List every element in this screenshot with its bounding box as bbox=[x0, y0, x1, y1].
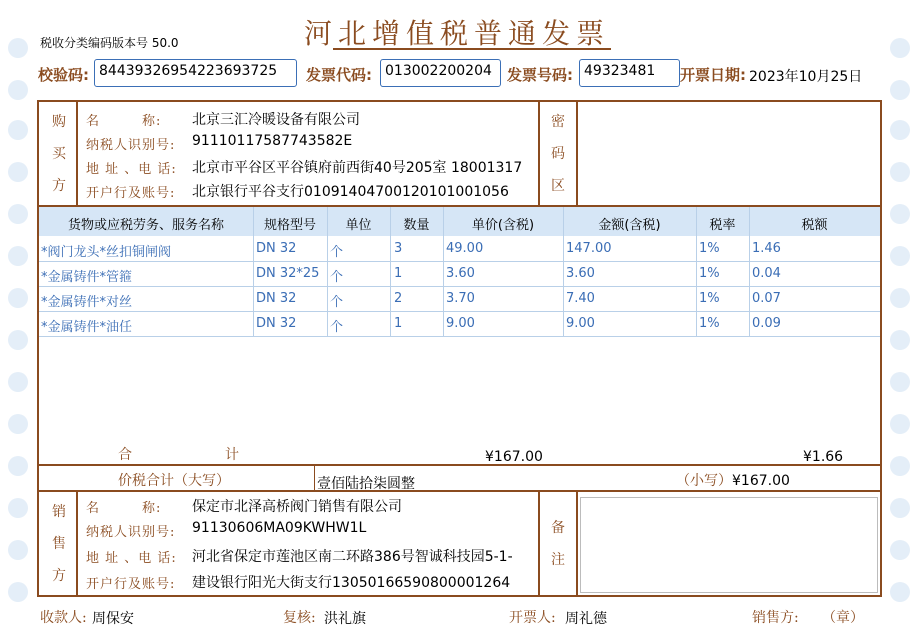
total-tax: ¥1.66 bbox=[803, 449, 844, 465]
seller-side-label: 销 售 方 bbox=[52, 504, 66, 584]
punch-hole bbox=[8, 162, 28, 182]
seller-address-label: 地 址 、电 话: bbox=[86, 551, 177, 566]
item-qty: 1 bbox=[394, 316, 403, 331]
punch-hole bbox=[8, 540, 28, 560]
seller-bank: 建设银行阳光大街支行13050166590800001264 bbox=[192, 575, 511, 591]
price-tax-total-uppercase: 壹佰陆拾柒圆整 bbox=[317, 476, 415, 492]
col-header-rate: 税率 bbox=[709, 218, 736, 233]
total-amount: ¥167.00 bbox=[485, 449, 543, 465]
invoice-number-label: 发票号码: bbox=[507, 66, 573, 84]
col-header-price: 单价(含税) bbox=[471, 218, 535, 233]
divider bbox=[538, 100, 540, 206]
col-header-tax: 税额 bbox=[801, 218, 828, 233]
item-price: 9.00 bbox=[446, 316, 475, 331]
item-tax: 0.09 bbox=[752, 316, 781, 331]
punch-hole bbox=[890, 246, 910, 266]
invoice-code-label: 发票代码: bbox=[306, 66, 372, 84]
issue-date: 2023年10月25日 bbox=[749, 69, 863, 85]
punch-hole bbox=[890, 120, 910, 140]
seller-bank-label: 开户行及账号: bbox=[86, 577, 176, 592]
buyer-bank-label: 开户行及账号: bbox=[86, 186, 176, 201]
item-spec: DN 32*25 bbox=[256, 266, 320, 281]
col-header-spec: 规格型号 bbox=[263, 218, 316, 233]
item-name: *金属铸件*对丝 bbox=[41, 295, 133, 310]
seller-tax-id-label: 纳税人识别号: bbox=[86, 525, 176, 540]
item-price: 3.60 bbox=[446, 266, 475, 281]
item-rate: 1% bbox=[699, 316, 720, 331]
item-unit: 个 bbox=[330, 295, 344, 310]
punch-hole bbox=[8, 498, 28, 518]
item-name: *阀门龙头*丝扣铜闸阀 bbox=[41, 245, 172, 260]
item-rate: 1% bbox=[699, 266, 720, 281]
remarks-field[interactable] bbox=[580, 497, 878, 593]
item-amount: 3.60 bbox=[566, 266, 595, 281]
price-tax-total-label: 价税合计（大写） bbox=[118, 473, 230, 489]
total-label-right: 计 bbox=[225, 447, 239, 463]
punch-hole bbox=[8, 80, 28, 100]
item-rate: 1% bbox=[699, 241, 720, 256]
item-spec: DN 32 bbox=[256, 316, 297, 331]
payee: 周保安 bbox=[92, 611, 134, 627]
punch-hole bbox=[8, 120, 28, 140]
punch-hole bbox=[8, 288, 28, 308]
remarks-label: 备 注 bbox=[551, 520, 565, 568]
check-code-label: 校验码: bbox=[38, 66, 89, 84]
issue-date-label: 开票日期: bbox=[680, 66, 746, 84]
divider bbox=[538, 490, 540, 597]
seller-name-label: 名 称: bbox=[86, 501, 162, 516]
divider bbox=[576, 490, 578, 597]
item-name: *金属铸件*管箍 bbox=[41, 270, 133, 285]
punch-hole bbox=[890, 582, 910, 602]
item-amount: 147.00 bbox=[566, 241, 612, 256]
divider bbox=[314, 464, 315, 491]
item-unit: 个 bbox=[330, 270, 344, 285]
invoice-title: 河北增值税普通发票 bbox=[303, 17, 610, 50]
punch-hole bbox=[890, 80, 910, 100]
password-area-label: 密 码 区 bbox=[551, 114, 565, 194]
divider bbox=[37, 490, 882, 492]
buyer-name-label: 名 称: bbox=[86, 114, 162, 129]
buyer-tax-id-label: 纳税人识别号: bbox=[86, 138, 176, 153]
col-header-amount: 金额(含税) bbox=[598, 218, 661, 233]
punch-hole bbox=[890, 330, 910, 350]
col-header-unit: 单位 bbox=[345, 218, 372, 233]
col-header-name: 货物或应税劳务、服务名称 bbox=[67, 218, 224, 233]
item-price: 3.70 bbox=[446, 291, 475, 306]
version-line: 税收分类编码版本号 50.0 bbox=[40, 36, 179, 50]
item-qty: 1 bbox=[394, 266, 403, 281]
item-tax: 1.46 bbox=[752, 241, 781, 256]
item-spec: DN 32 bbox=[256, 291, 297, 306]
buyer-side-label: 购 买 方 bbox=[52, 114, 66, 194]
seller-address: 河北省保定市莲池区南二环路386号智诚科技园5-1- bbox=[192, 549, 513, 565]
reviewer-label: 复核: bbox=[283, 610, 316, 626]
punch-hole bbox=[8, 246, 28, 266]
item-unit: 个 bbox=[330, 245, 344, 260]
punch-hole bbox=[8, 204, 28, 224]
buyer-bank: 北京银行平谷支行01091404700120101001056 bbox=[192, 184, 509, 200]
punch-hole bbox=[890, 456, 910, 476]
seal-placeholder: （章） bbox=[822, 610, 864, 626]
item-amount: 7.40 bbox=[566, 291, 595, 306]
total-label-left: 合 bbox=[118, 447, 132, 463]
punch-hole bbox=[890, 204, 910, 224]
punch-hole bbox=[8, 456, 28, 476]
divider bbox=[576, 100, 578, 206]
item-qty: 3 bbox=[394, 241, 403, 256]
buyer-address: 北京市平谷区平谷镇府前西街40号205室 18001317 bbox=[192, 160, 523, 176]
punch-hole bbox=[8, 330, 28, 350]
buyer-tax-id: 91110117587743582E bbox=[192, 133, 353, 149]
item-price: 49.00 bbox=[446, 241, 484, 256]
check-code-field[interactable]: 84439326954223693725 bbox=[94, 59, 297, 87]
issuer-label: 开票人: bbox=[509, 610, 556, 626]
col-header-qty: 数量 bbox=[403, 218, 430, 233]
item-unit: 个 bbox=[330, 320, 344, 335]
seller-sign-label: 销售方: bbox=[752, 610, 799, 626]
item-tax: 0.04 bbox=[752, 266, 781, 281]
buyer-name: 北京三汇冷暖设备有限公司 bbox=[192, 112, 360, 128]
punch-hole bbox=[890, 540, 910, 560]
buyer-address-label: 地 址 、电 话: bbox=[86, 162, 177, 177]
title-underline bbox=[333, 48, 611, 50]
issuer: 周礼德 bbox=[565, 611, 607, 627]
seller-name: 保定市北泽高桥阀门销售有限公司 bbox=[192, 499, 402, 515]
lowercase-label: （小写） bbox=[676, 473, 732, 489]
reviewer: 洪礼旗 bbox=[324, 611, 366, 627]
punch-hole bbox=[890, 498, 910, 518]
item-qty: 2 bbox=[394, 291, 403, 306]
price-tax-total-lowercase: ¥167.00 bbox=[732, 473, 790, 489]
item-amount: 9.00 bbox=[566, 316, 595, 331]
punch-hole bbox=[890, 162, 910, 182]
item-rate: 1% bbox=[699, 291, 720, 306]
seller-tax-id: 91130606MA09KWHW1L bbox=[192, 520, 367, 536]
punch-hole bbox=[890, 372, 910, 392]
divider bbox=[76, 100, 78, 206]
divider bbox=[37, 464, 882, 466]
punch-hole bbox=[890, 288, 910, 308]
payee-label: 收款人: bbox=[40, 610, 87, 626]
punch-hole bbox=[8, 372, 28, 392]
item-spec: DN 32 bbox=[256, 241, 297, 256]
punch-hole bbox=[8, 582, 28, 602]
item-name: *金属铸件*油任 bbox=[41, 320, 133, 335]
invoice-number-field[interactable]: 49323481 bbox=[579, 59, 680, 87]
punch-hole bbox=[8, 414, 28, 434]
item-tax: 0.07 bbox=[752, 291, 781, 306]
divider bbox=[76, 490, 78, 597]
invoice-code-field[interactable]: 013002200204 bbox=[380, 59, 501, 87]
punch-hole bbox=[890, 414, 910, 434]
